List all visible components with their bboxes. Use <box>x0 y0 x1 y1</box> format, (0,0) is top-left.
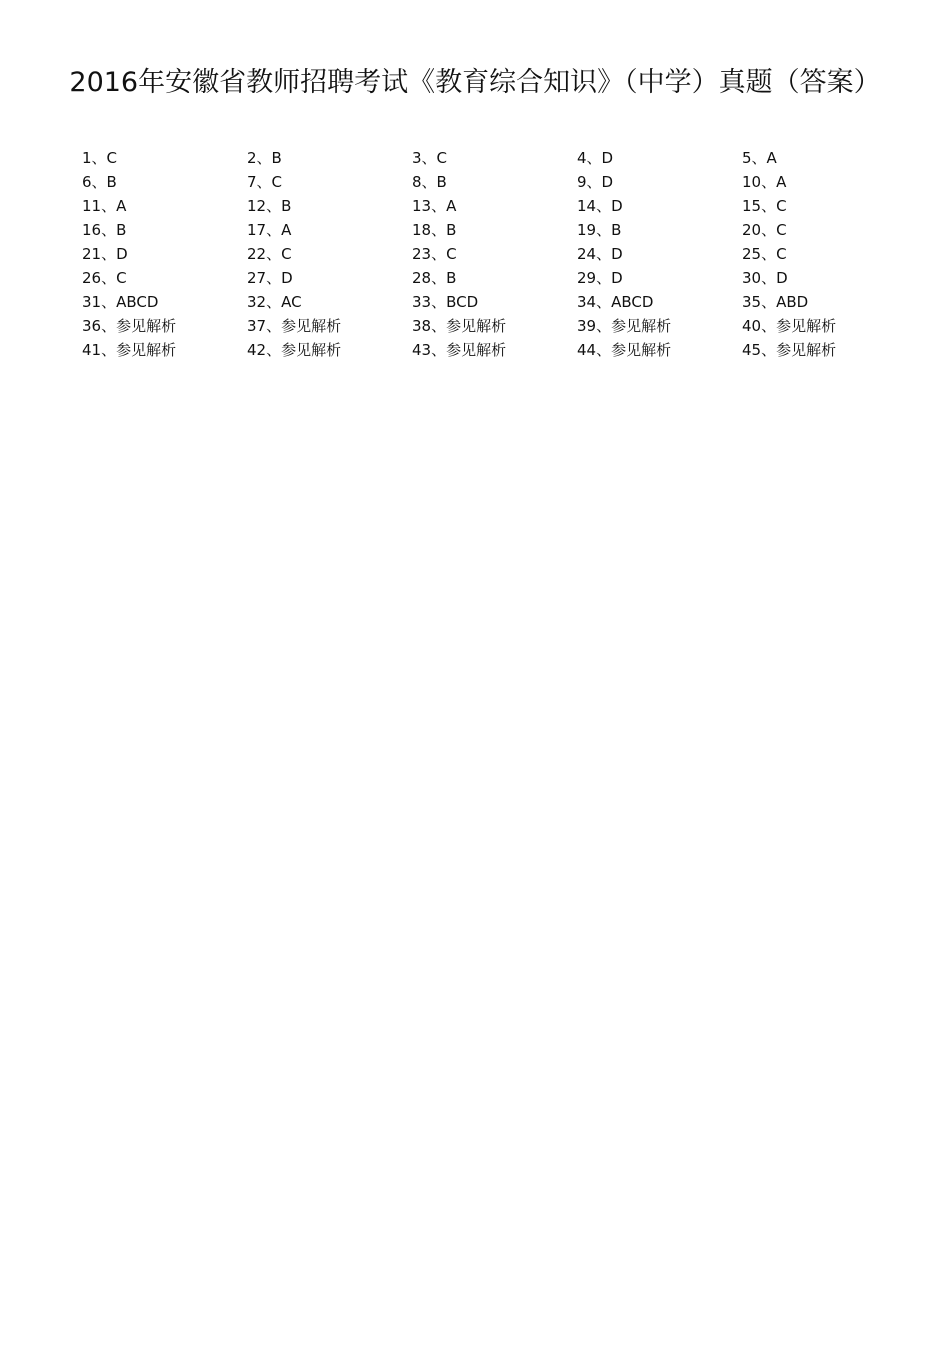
answer-item: 35、ABD <box>742 293 809 311</box>
answer-item: 9、D <box>577 173 614 191</box>
answer-item: 20、C <box>742 221 787 239</box>
answer-item: 11、A <box>82 197 127 215</box>
answer-item: 28、B <box>412 269 457 287</box>
answer-key-grid <box>82 146 912 362</box>
answer-item: 5、A <box>742 149 777 167</box>
answer-item: 12、B <box>247 197 292 215</box>
answer-item: 30、D <box>742 269 788 287</box>
answer-item: 44、参见解析 <box>577 341 672 359</box>
document-title: 2016年安徽省教师招聘考试《教育综合知识》（中学）真题（答案） <box>69 67 881 98</box>
answer-item: 15、C <box>742 197 787 215</box>
answer-item: 1、C <box>82 149 118 167</box>
answer-item: 21、D <box>82 245 128 263</box>
answer-item: 13、A <box>412 197 457 215</box>
answer-item: 41、参见解析 <box>82 341 177 359</box>
answer-item: 8、B <box>412 173 447 191</box>
answer-item: 18、B <box>412 221 457 239</box>
answer-item: 19、B <box>577 221 622 239</box>
answer-item: 16、B <box>82 221 127 239</box>
answer-item: 23、C <box>412 245 457 263</box>
answer-item: 31、ABCD <box>82 293 159 311</box>
answer-item: 10、A <box>742 173 787 191</box>
answer-item: 25、C <box>742 245 787 263</box>
answer-item: 40、参见解析 <box>742 317 837 335</box>
answer-item: 43、参见解析 <box>412 341 507 359</box>
answer-item: 42、参见解析 <box>247 341 342 359</box>
answer-item: 14、D <box>577 197 623 215</box>
answer-item: 36、参见解析 <box>82 317 177 335</box>
answer-item: 7、C <box>247 173 283 191</box>
answer-item: 4、D <box>577 149 614 167</box>
answer-item: 26、C <box>82 269 127 287</box>
answer-item: 27、D <box>247 269 293 287</box>
answer-item: 24、D <box>577 245 623 263</box>
answer-item: 22、C <box>247 245 292 263</box>
answer-item: 3、C <box>412 149 448 167</box>
answer-item: 32、AC <box>247 293 302 311</box>
answer-item: 37、参见解析 <box>247 317 342 335</box>
answer-item: 2、B <box>247 149 282 167</box>
answer-item: 38、参见解析 <box>412 317 507 335</box>
answer-item: 33、BCD <box>412 293 479 311</box>
answer-item: 39、参见解析 <box>577 317 672 335</box>
answer-item: 6、B <box>82 173 117 191</box>
answer-item: 45、参见解析 <box>742 341 837 359</box>
answer-item: 29、D <box>577 269 623 287</box>
answer-item: 17、A <box>247 221 292 239</box>
answer-item: 34、ABCD <box>577 293 654 311</box>
